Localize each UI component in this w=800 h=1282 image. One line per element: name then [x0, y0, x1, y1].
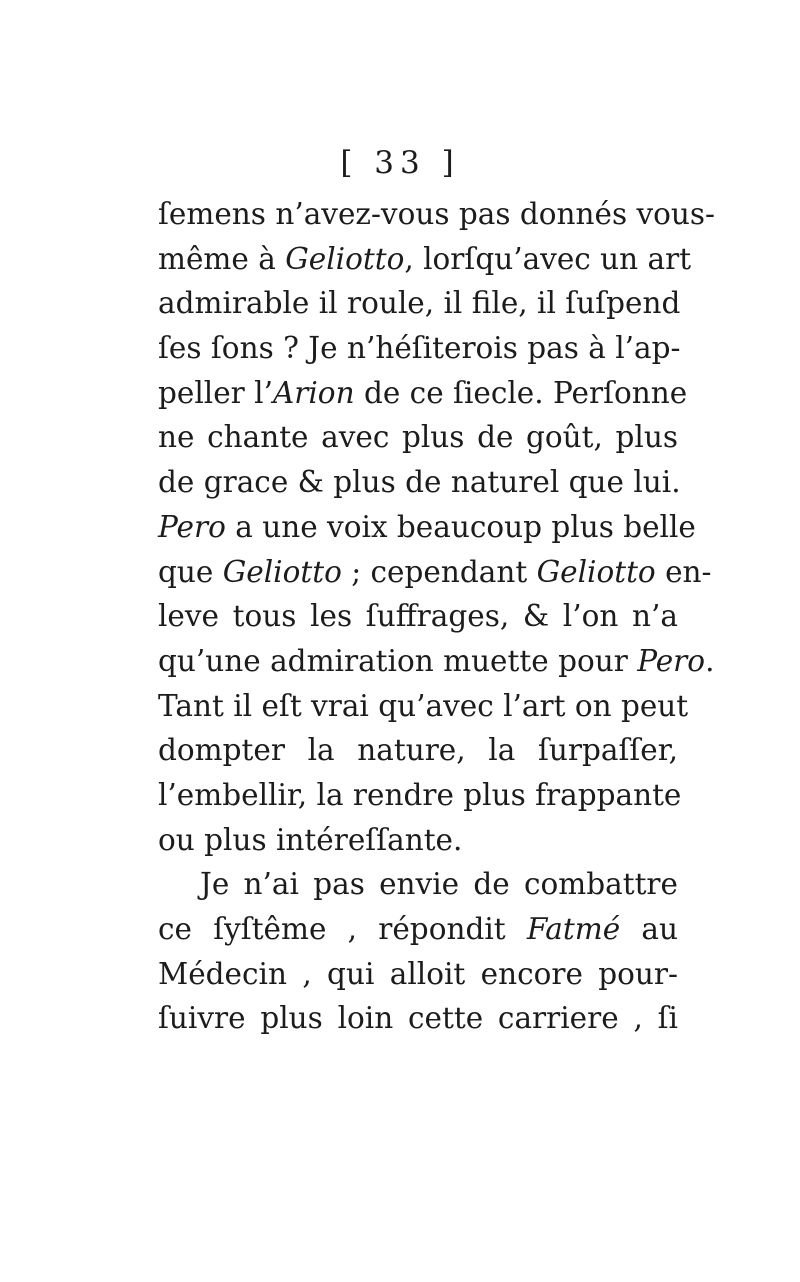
text-line: dompter la nature, la ſurpaſſer, — [158, 733, 678, 768]
text-line: ſemens n’avez-vous pas donnés vous- — [158, 197, 715, 231]
text-line: de grace & plus de naturel que lui. — [158, 465, 681, 500]
text-line: que Geliotto ; cependant Geliotto en- — [158, 554, 712, 589]
body-text — [158, 192, 715, 1041]
text-line: admirable il roule, il file, il ſuſpend — [158, 286, 681, 321]
italic-name: Geliotto — [285, 241, 405, 276]
text-line: même à Geliotto, lorſqu’avec un art — [158, 241, 692, 276]
text-line: Je n’ai pas envie de combattre — [200, 867, 678, 902]
text-line: Pero a une voix beaucoup plus belle — [158, 509, 696, 544]
text-line: ou plus intéreſſante. — [158, 822, 463, 857]
text-line: peller l’Arion de ce ſiecle. Perſonne — [158, 375, 688, 410]
text-line: Tant il eſt vrai qu’avec l’art on peut — [158, 688, 689, 723]
text-line: qu’une admiration muette pour Pero. — [158, 643, 715, 678]
text-line: ſuivre plus loin cette carriere , ſi — [158, 1001, 678, 1036]
text-line: ſes ſons ? Je n’héſiterois pas à l’ap- — [158, 331, 681, 366]
text-line: Médecin , qui alloit encore pour- — [158, 956, 678, 991]
italic-name: Pero — [158, 509, 226, 544]
text-line: leve tous les ſuffrages, & l’on n’a — [158, 599, 678, 634]
italic-name: Geliotto — [536, 554, 656, 589]
italic-name: Pero — [637, 643, 706, 678]
text-line: ce ſyſtême , répondit Fatmé au — [158, 912, 678, 946]
text-line: ne chante avec plus de goût, plus — [158, 420, 678, 455]
page-number: [ 33 ] — [340, 145, 460, 181]
text-line: l’embellir, la rendre plus frappante — [158, 777, 682, 812]
italic-name: Geliotto — [222, 554, 342, 589]
italic-name: Fatmé — [526, 912, 621, 946]
italic-name: Arion — [272, 375, 355, 410]
